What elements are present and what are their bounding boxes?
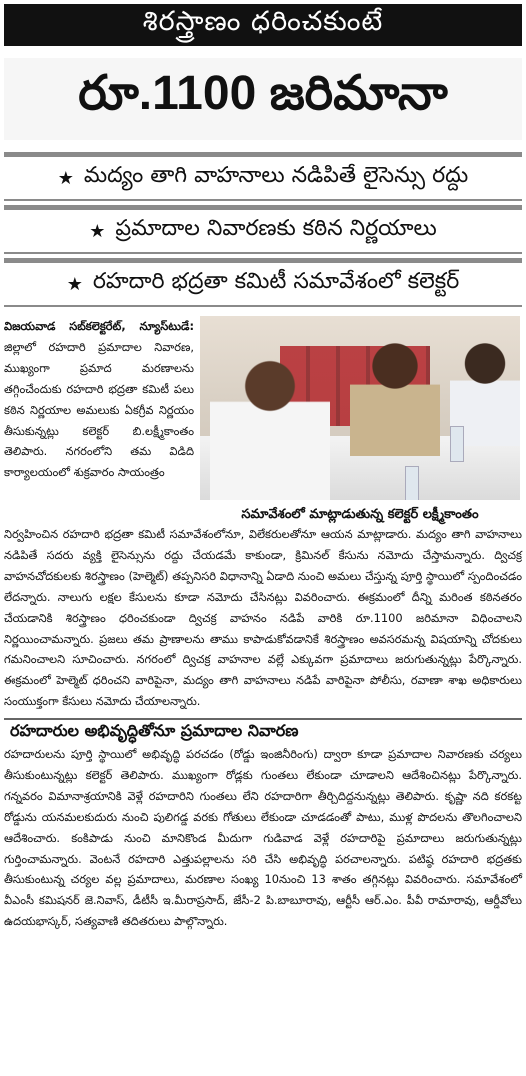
article-body-2: రహదారులను పూర్తి స్థాయిలో అభివృద్ధి పరచడం (రోడ్డు ఇంజినీరింగు) ద్వారా కూడా ప్రమాదాల నివారణకు చర్యలు తీసుకుంటున్నట్లు కలెక్టర్ తెలిపారు. ముఖ్యంగా రోడ్లకు గుంతలు లేకుండా చూడాలని ఆదేశించినట్లు పేర్కొన్నారు. గన్నవరం విమానాశ్రయానికి వెళ్లే రహదారిని గుంతలు లేని రహదారిగా తీర్చిదిద్దనున్నట్లు తెలిపారు. కృష్ణా నది కరకట్ట రోడ్డును యనమలకుదురు నుంచి పులిగడ్డ వరకు గోతులు లేకుండా చూడడంతో పాటు, ముళ్ల పొదలను తొలగించాలని ఆదేశించారు. కంకిపాడు నుంచి మానికొండ మీదుగా గుడివాడ వెళ్లే రహదారిపై ప్రమాదాలు జరుగుతున్నట్లు గుర్తించామన్నారు. వెంటనే రహదారి ఎత్తుపల్లాలను సరి చేసి అభివృద్ధి పరచాలన్నారు. పటిష్ఠ రహదారి భద్రతకు తీసుకుంటున్న చర్యల వల్ల ప్రమాదాలు, మరణాల సంఖ్య 10నుంచి 13 శాతం తగ్గినట్లు వివరించారు. సమావేశంలో వీఎంసీ కమిషనర్ జె.నివాస్, డీటీసీ ఇ.మీరాప్రసాద్, జేసీ-2 పి.బాబూరావు, ఆర్టీసీ ఆర్.ఎం. పీవీ రామారావు, ఆర్డీవోలు ఉదయభాస్కర్, సత్యవాణి తదితరులు పాల్గొన్నారు. bbox=[4, 747, 522, 929]
star-icon: ★ bbox=[66, 273, 83, 295]
photo-caption: సమావేశంలో మాట్లాడుతున్న కలెక్టర్ లక్ష్మీకాంతం bbox=[200, 500, 520, 532]
headline-main: రూ.1100 జరిమానా bbox=[4, 58, 522, 140]
article-lead bbox=[4, 316, 194, 483]
star-icon: ★ bbox=[57, 167, 74, 189]
dateline: విజయవాడ సబ్‌కలెక్టరేట్, న్యూస్‌టుడే: bbox=[4, 319, 194, 333]
highlight-1 bbox=[4, 152, 522, 201]
star-icon: ★ bbox=[89, 220, 106, 242]
article-body: నిర్వహించిన రహదారి భద్రతా కమిటీ సమావేశంలోనూ, విలేకరులతోనూ ఆయన మాట్లాడారు. మద్యం తాగి వాహనాలు నడిపితే సదరు వ్యక్తి లైసెన్సును రద్దు చేయడమే కాకుండా, క్రిమినల్ కేసును నమోదు చేస్తామన్నారు. ద్విచక్ర వాహనచోదకులకు శిరస్త్రాణం (హెల్మెట్) తప్పనిసరి విధానాన్ని ఏడాది నుంచి అమలు చేస్తున్న పూర్తి స్థాయిలో స్పందించడం లేదన్నారు. నాలుగు లక్షల కేసులను కూడా నమోదు చేసినట్లు వివరించారు. ఈక్రమంలో దీన్ని మరింత కఠినతరం చేయడానికి శిరస్త్రాణం ధరించకుండా ద్విచక్ర వాహనం నడిపే వారికి రూ.1100 జరిమానా విధించాలని నిర్ణయించామన్నారు. ప్రజలు తమ ప్రాణాలను తాము కాపాడుకోవడానికే శిరస్త్రాణం అవసరమన్న విషయాన్ని చోదకులు గమనించాలని సూచించారు. నగరంలో ద్విచక్ర వాహనాల వల్లే ఎక్కువగా ప్రమాదాలు జరుగుతున్నట్లు పేర్కొన్నారు. ఈక్రమంలో హెల్మెట్ ధరించని వారిపైనా, మద్యం తాగి వాహనాలు నడిపే వారిపైనా పోలీసు, రవాణా శాఖ అధికారులు సంయుక్తంగా కేసులు నమోదు చేయాలన్నారు. bbox=[4, 527, 522, 709]
highlight-3 bbox=[4, 258, 522, 307]
highlight-text: ప్రమాదాల నివారణకు కఠిన నిర్ణయాలు bbox=[115, 216, 437, 241]
bottle-shape bbox=[450, 426, 464, 462]
highlight-text: రహదారి భద్రతా కమిటీ సమావేశంలో కలెక్టర్ bbox=[92, 269, 460, 294]
headline-kicker: శిరస్త్రాణం ధరించకుంటే bbox=[4, 4, 522, 46]
lead-text: జిల్లాలో రహదారి ప్రమాదాల నివారణ, ముఖ్యంగా ప్రమాద మరణాలను తగ్గించేందుకు రహదారి భద్రతా కమిటీ పలు కఠిన నిర్ణయాల అమలుకు ఏకగ్రీవ నిర్ణయం తీసుకున్నట్లు కలెక్టర్ బి.లక్ష్మీకాంతం తెలిపారు. నగరంలోని తమ విడిది కార్యాలయంలో శుక్రవారం సాయంత్రం bbox=[4, 339, 194, 480]
highlight-text: మద్యం తాగి వాహనాలు నడిపితే లైసెన్సు రద్దు bbox=[83, 163, 469, 188]
bottle-shape bbox=[405, 466, 419, 502]
person-center-shape bbox=[350, 336, 440, 456]
person-left-shape bbox=[210, 356, 330, 506]
highlight-2 bbox=[4, 205, 522, 254]
subheading: రహదారుల అభివృద్ధితోనూ ప్రమాదాల నివారణ bbox=[4, 718, 522, 744]
